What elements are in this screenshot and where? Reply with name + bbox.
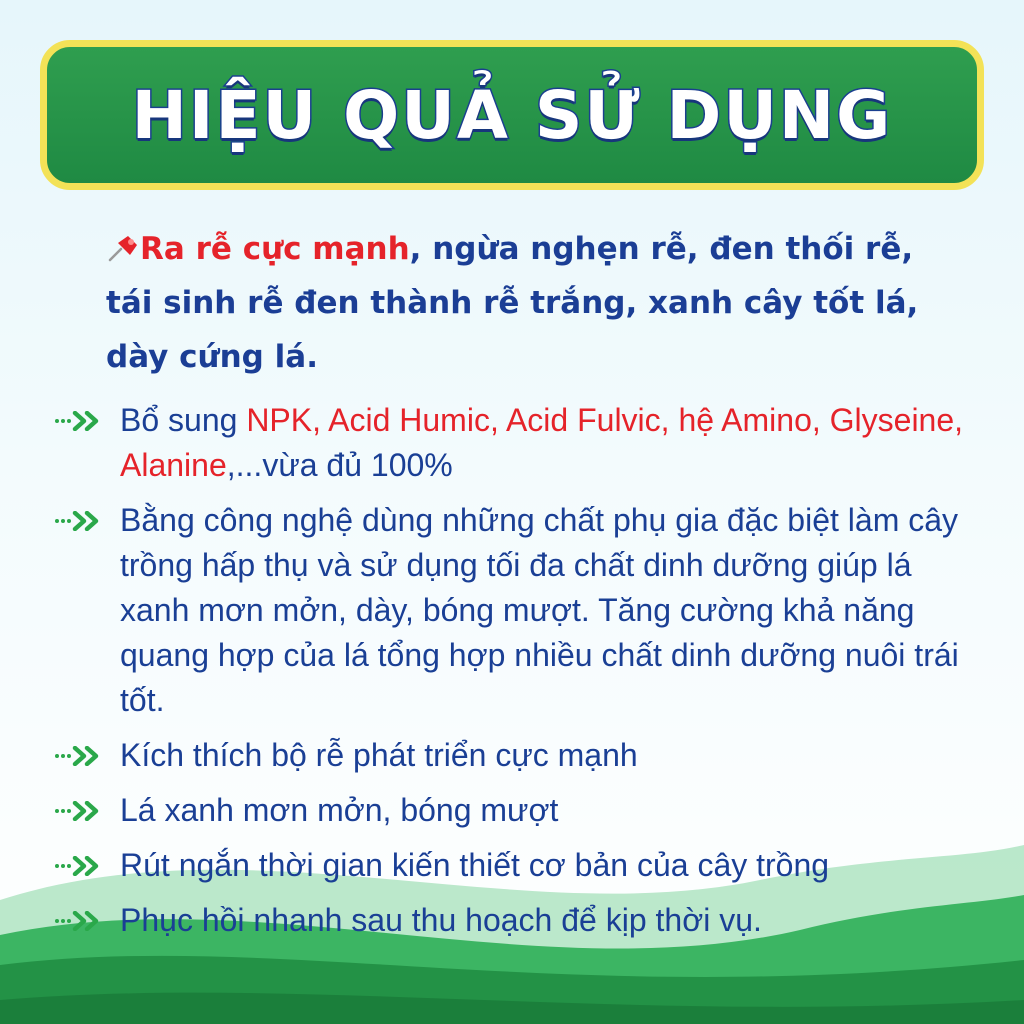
list-item bbox=[54, 398, 974, 488]
benefits-list bbox=[54, 398, 974, 953]
double-chevron-arrow-icon bbox=[54, 398, 120, 443]
double-chevron-arrow-icon bbox=[54, 733, 120, 778]
ingredients-highlight: NPK, Acid Humic, Acid Fulvic, hệ Amino, Glyseine, Alanine bbox=[120, 402, 964, 483]
list-item bbox=[54, 733, 974, 778]
list-item bbox=[54, 843, 974, 888]
list-item bbox=[54, 498, 974, 723]
list-item-text: Bổ sung NPK, Acid Humic, Acid Fulvic, hệ Amino, Glyseine, Alanine,...vừa đủ 100% bbox=[120, 402, 964, 483]
intro-highlight: Ra rễ cực mạnh bbox=[140, 231, 410, 267]
list-item-text: Bằng công nghệ dùng những chất phụ gia đặc biệt làm cây trồng hấp thụ và sử dụng tối đa chất dinh dưỡng giúp lá xanh mơn mởn, dày, bóng mượt. Tăng cường khả năng quang hợp của lá tổng hợp nhiều chất dinh dưỡng nuôi trái tốt. bbox=[120, 502, 959, 718]
list-item bbox=[54, 898, 974, 943]
list-item-text: Rút ngắn thời gian kiến thiết cơ bản của cây trồng bbox=[120, 847, 830, 883]
list-item-text: Phục hồi nhanh sau thu hoạch để kịp thời vụ. bbox=[120, 902, 762, 938]
page-title: HIỆU QUẢ SỬ DỤNG bbox=[131, 76, 893, 154]
pushpin-icon bbox=[106, 226, 140, 256]
list-item-text: Kích thích bộ rễ phát triển cực mạnh bbox=[120, 737, 638, 773]
double-chevron-arrow-icon bbox=[54, 498, 120, 543]
double-chevron-arrow-icon bbox=[54, 898, 120, 943]
double-chevron-arrow-icon bbox=[54, 843, 120, 888]
title-banner bbox=[40, 40, 984, 190]
list-item-text: Lá xanh mơn mởn, bóng mượt bbox=[120, 792, 559, 828]
list-item bbox=[54, 788, 974, 833]
double-chevron-arrow-icon bbox=[54, 788, 120, 833]
intro-text: , ngừa nghẹn rễ, đen thối rễ, tái sinh rễ đen thành rễ trắng, xanh cây tốt lá, dày cứng lá. bbox=[106, 231, 919, 375]
intro-paragraph bbox=[106, 222, 956, 384]
